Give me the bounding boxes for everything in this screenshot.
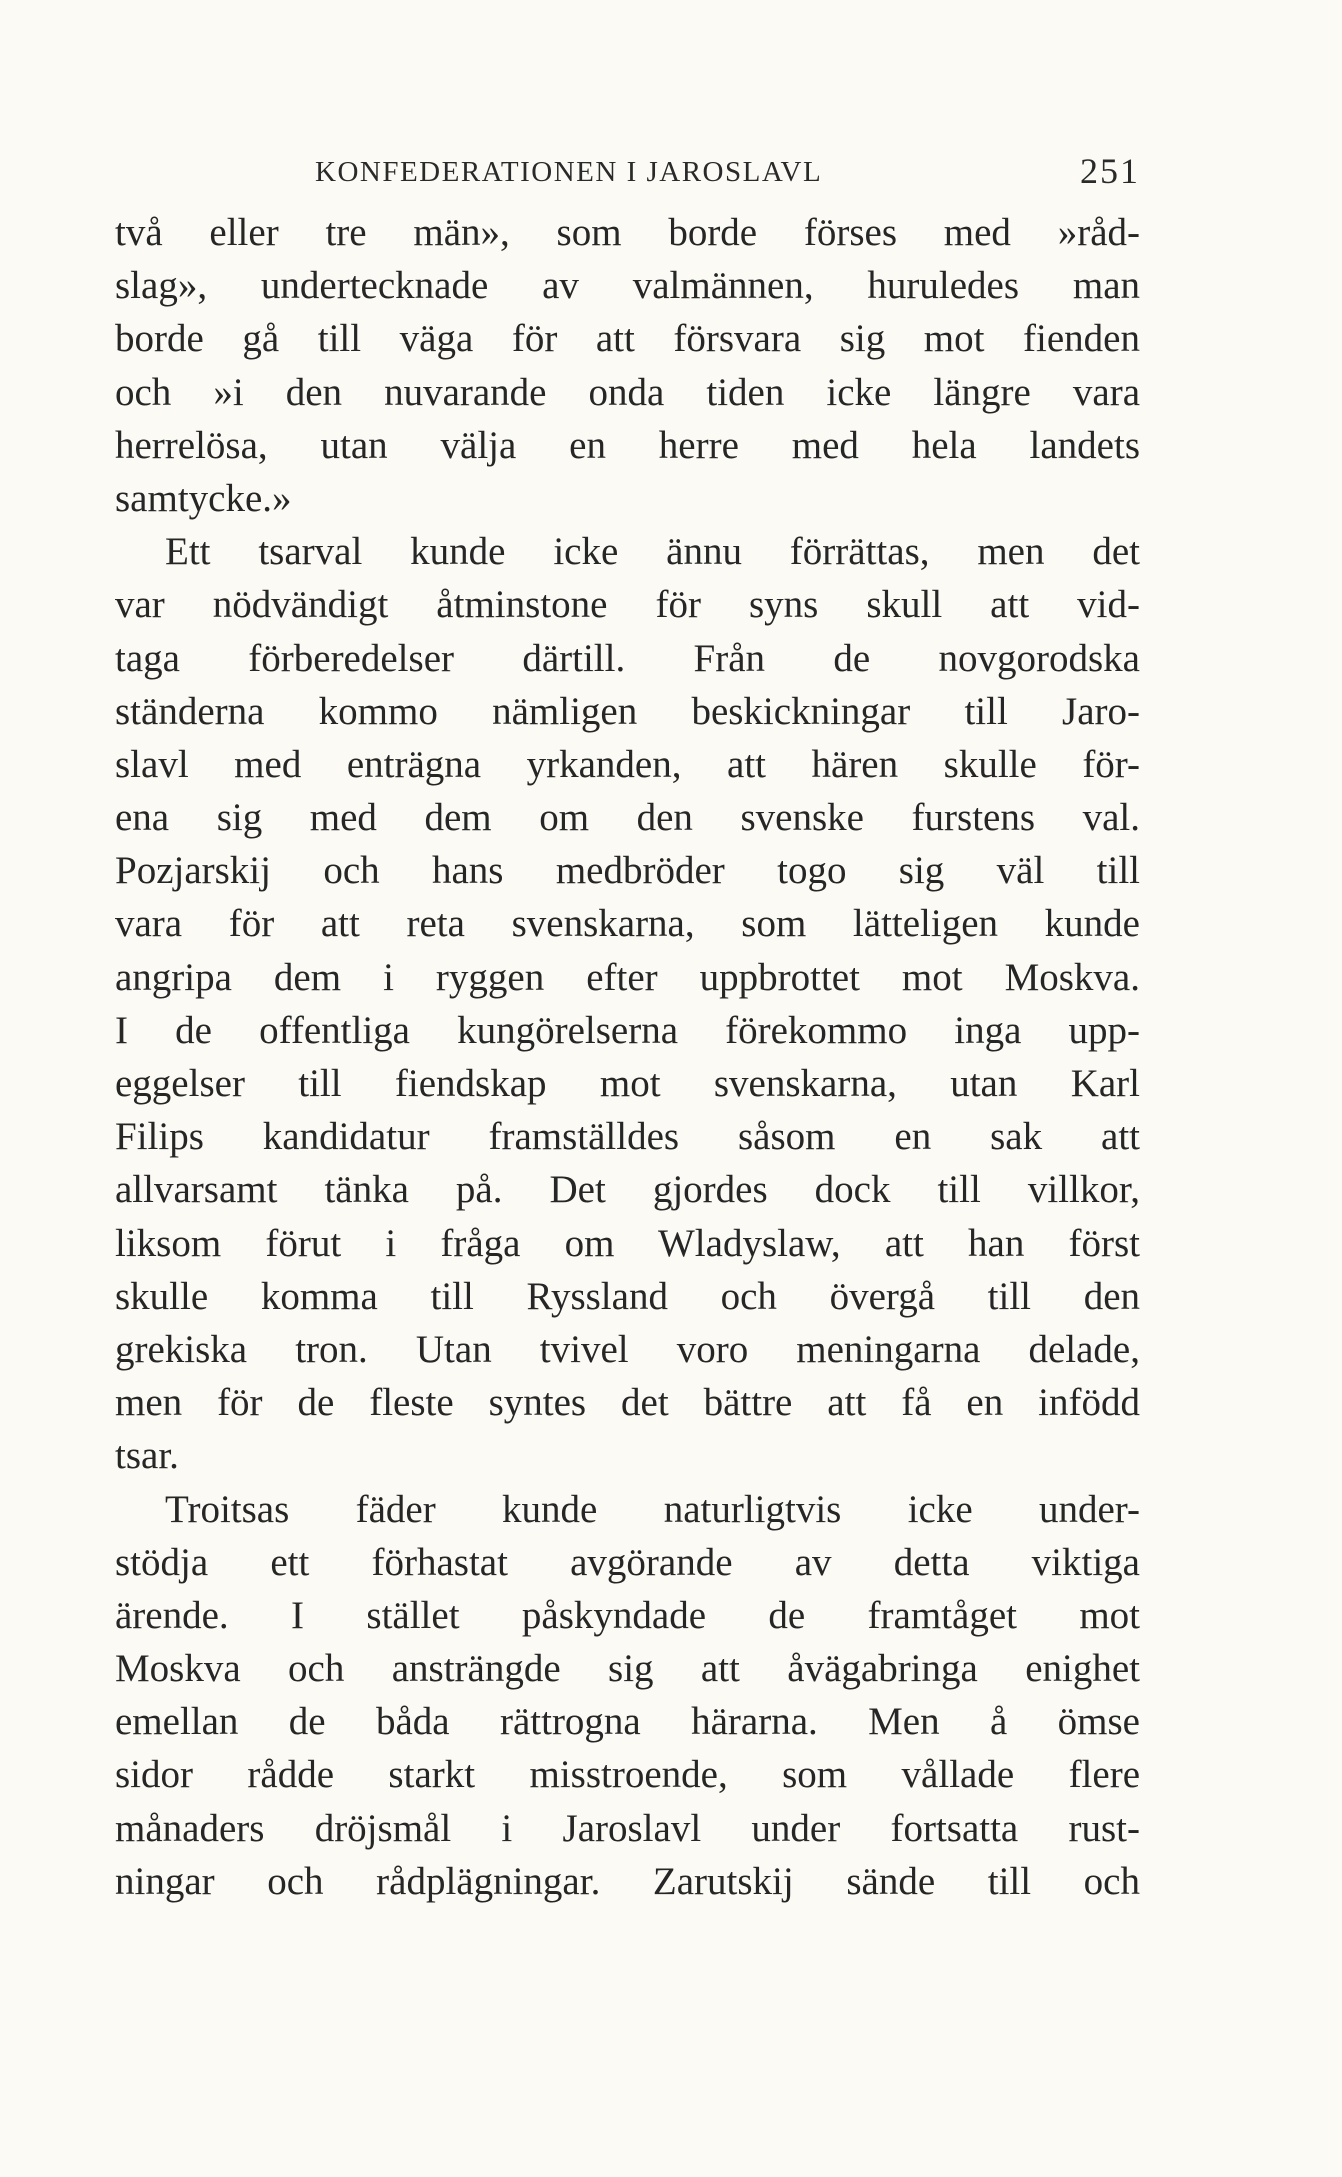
text-line: herrelösa, utan välja en herre med hela landets [115,423,1140,467]
text-line: Ett tsarval kunde icke ännu förrättas, men det [165,530,1140,574]
text-line: men för de fleste syntes det bättre att få en infödd [115,1381,1140,1425]
text-line: ärende. I stället påskyndade de framtåget mot [115,1593,1140,1637]
text-line: emellan de båda rättrogna härarna. Men å ömse [115,1700,1140,1744]
text-line: Moskva och ansträngde sig att åvägabringa enighet [115,1647,1140,1691]
text-line: månaders dröjsmål i Jaroslavl under fortsatta rust- [115,1806,1140,1850]
text-line: borde gå till väga för att försvara sig mot fienden [115,317,1140,361]
text-line: var nödvändigt åtminstone för syns skull att vid- [115,583,1140,627]
text-line: samtycke.» [115,476,292,520]
text-line: två eller tre män», som borde förses med »råd- [115,211,1140,254]
running-title: KONFEDERATIONEN I JAROSLAVL [315,156,823,188]
text-line: Pozjarskij och hans medbröder togo sig väl till [115,849,1140,893]
page-number: 251 [1080,151,1140,191]
text-line: I de offentliga kungörelserna förekommo inga upp- [115,1008,1140,1052]
text-line: Troitsas fäder kunde naturligtvis icke under- [165,1487,1140,1531]
text-line: ena sig med dem om den svenske furstens val. [115,796,1140,840]
text-line: Filips kandidatur framställdes såsom en sak att [115,1115,1140,1159]
text-line: grekiska tron. Utan tvivel voro meningarna delade, [115,1327,1140,1371]
text-line: allvarsamt tänka på. Det gjordes dock till villkor, [115,1168,1140,1212]
text-line: vara för att reta svenskarna, som lätteligen kunde [115,902,1140,946]
body-text [115,206,1140,1908]
text-line: tsar. [115,1434,179,1478]
text-line: slavl med enträgna yrkanden, att hären skulle för- [115,742,1140,786]
page-header [115,150,1140,196]
text-line: skulle komma till Ryssland och övergå till den [115,1274,1140,1318]
text-line: angripa dem i ryggen efter uppbrottet mot Moskva. [115,955,1140,999]
text-line: slag», undertecknade av valmännen, huruledes man [115,264,1140,308]
text-line: taga förberedelser därtill. Från de novgorodska [115,636,1140,680]
text-line: ständerna kommo nämligen beskickningar till Jaro- [115,689,1140,733]
text-line: liksom förut i fråga om Wladyslaw, att han först [115,1221,1140,1265]
text-line: och »i den nuvarande onda tiden icke längre vara [115,370,1140,414]
text-line: ningar och rådplägningar. Zarutskij sände till och [115,1859,1140,1903]
text-line: stödja ett förhastat avgörande av detta viktiga [115,1540,1140,1584]
text-line: eggelser till fiendskap mot svenskarna, utan Karl [115,1062,1140,1105]
text-line: sidor rådde starkt misstroende, som vållade flere [115,1753,1140,1797]
